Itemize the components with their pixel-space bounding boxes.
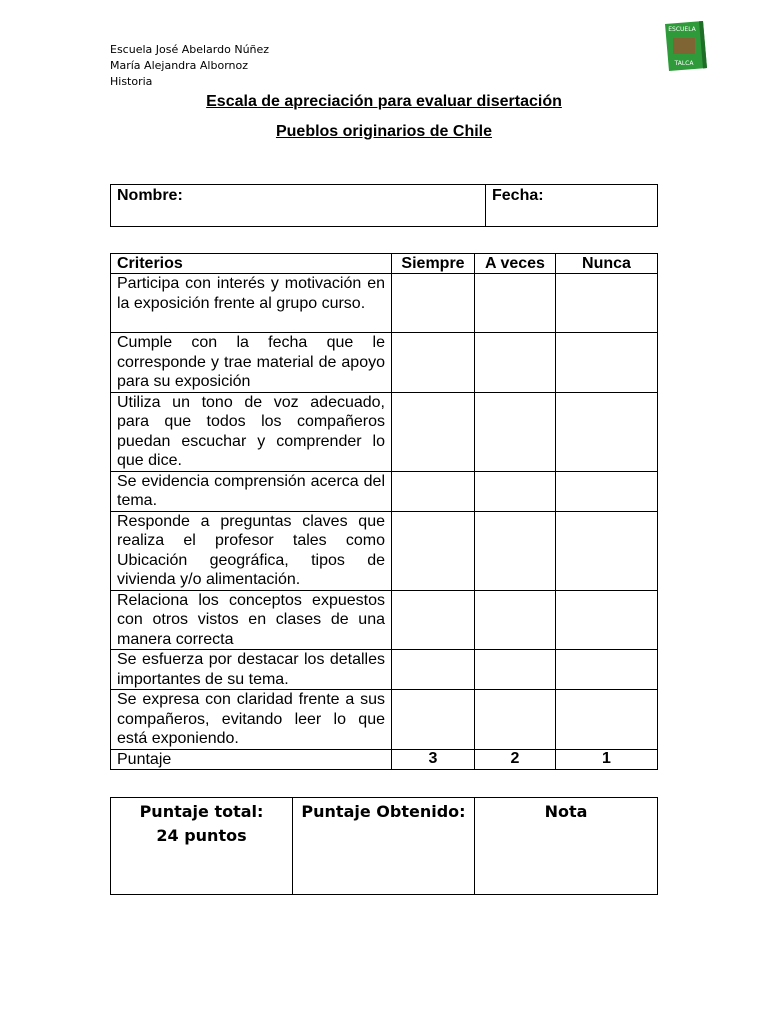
school-logo-icon (663, 20, 709, 72)
criterion-text: Responde a preguntas claves que realiza el profesor tales como Ubicación geográfica, tipos de vivienda y/o alimentación. (111, 511, 392, 590)
criterion-text: Se evidencia comprensión acerca del tema. (111, 471, 392, 511)
name-field[interactable]: Nombre: (111, 185, 486, 227)
table-row (111, 333, 658, 393)
table-row (111, 392, 658, 471)
obtained-score-field[interactable]: Puntaje Obtenido: (293, 798, 475, 895)
grade-field[interactable]: Nota (475, 798, 658, 895)
cell-siempre[interactable] (392, 511, 475, 590)
cell-a-veces[interactable] (475, 590, 556, 650)
cell-nunca[interactable] (556, 333, 658, 393)
cell-nunca[interactable] (556, 274, 658, 333)
logo-text-bottom: TALCA (674, 60, 694, 67)
cell-nunca[interactable] (556, 511, 658, 590)
cell-nunca[interactable] (556, 650, 658, 690)
score-label: Puntaje (111, 749, 392, 769)
criterion-text: Participa con interés y motivación en la exposición frente al grupo curso. (111, 274, 392, 333)
cell-a-veces[interactable] (475, 650, 556, 690)
school-name: Escuela José Abelardo Núñez (110, 43, 270, 56)
cell-a-veces[interactable] (475, 471, 556, 511)
total-points-cell (111, 798, 293, 895)
header-nunca: Nunca (556, 254, 658, 274)
header-criterios: Criterios (111, 254, 392, 274)
subject-name: Historia (110, 75, 153, 88)
total-points-label: Puntaje total: (139, 802, 264, 821)
score-nunca: 1 (556, 749, 658, 769)
cell-siempre[interactable] (392, 274, 475, 333)
table-row (111, 590, 658, 650)
date-field[interactable]: Fecha: (486, 185, 658, 227)
table-row (111, 274, 658, 333)
score-a-veces: 2 (475, 749, 556, 769)
criterion-text: Se expresa con claridad frente a sus compañeros, evitando leer lo que está exponiendo. (111, 690, 392, 750)
page-title: Escala de apreciación para evaluar disertación (206, 93, 562, 110)
cell-a-veces[interactable] (475, 274, 556, 333)
cell-nunca[interactable] (556, 590, 658, 650)
logo-text-top: ESCUELA (668, 26, 696, 33)
cell-a-veces[interactable] (475, 333, 556, 393)
criterion-text: Se esfuerza por destacar los detalles importantes de su tema. (111, 650, 392, 690)
cell-nunca[interactable] (556, 690, 658, 750)
table-row (111, 511, 658, 590)
cell-nunca[interactable] (556, 471, 658, 511)
cell-a-veces[interactable] (475, 690, 556, 750)
table-row (111, 650, 658, 690)
student-info-table (110, 184, 658, 227)
criterion-text: Cumple con la fecha que le corresponde y trae material de apoyo para su exposición (111, 333, 392, 393)
cell-a-veces[interactable] (475, 511, 556, 590)
cell-siempre[interactable] (392, 650, 475, 690)
total-points-value: 24 puntos (156, 826, 247, 845)
criterion-text: Relaciona los conceptos expuestos con otros vistos en clases de una manera correcta (111, 590, 392, 650)
cell-a-veces[interactable] (475, 392, 556, 471)
table-row (111, 471, 658, 511)
criteria-header-row (111, 254, 658, 274)
cell-siempre[interactable] (392, 392, 475, 471)
total-score-table (110, 797, 658, 895)
cell-siempre[interactable] (392, 690, 475, 750)
table-row (111, 690, 658, 750)
criteria-table (110, 253, 658, 770)
criterion-text: Utiliza un tono de voz adecuado, para que todos los compañeros puedan escuchar y comprender lo que dice. (111, 392, 392, 471)
cell-nunca[interactable] (556, 392, 658, 471)
header-siempre: Siempre (392, 254, 475, 274)
page-subtitle: Pueblos originarios de Chile (275, 123, 493, 140)
header-info (110, 42, 269, 90)
header-a-veces: A veces (475, 254, 556, 274)
cell-siempre[interactable] (392, 471, 475, 511)
teacher-name: María Alejandra Albornoz (110, 59, 249, 72)
score-siempre: 3 (392, 749, 475, 769)
cell-siempre[interactable] (392, 333, 475, 393)
cell-siempre[interactable] (392, 590, 475, 650)
score-row (111, 749, 658, 769)
